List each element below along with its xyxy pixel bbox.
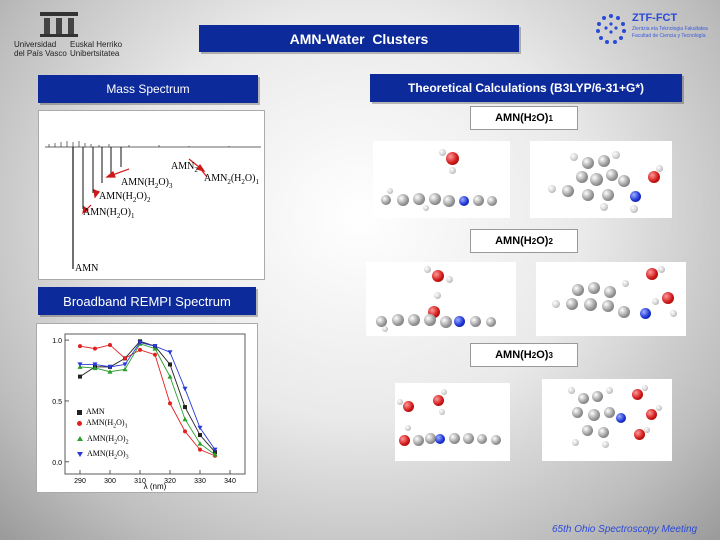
series-point-0 xyxy=(183,405,187,409)
series-point-1 xyxy=(183,429,187,433)
x-tick-label: 310 xyxy=(134,478,146,485)
label-amn-h2o2: $AMN(H_2O)_2$ xyxy=(99,191,151,204)
faculty-text-2: Facultad de Ciencia y Tecnología xyxy=(632,33,706,39)
university-logo xyxy=(14,6,184,56)
logo-text-1: Universidad xyxy=(14,40,57,49)
label-amn: AMN xyxy=(75,263,99,274)
series-point-0 xyxy=(168,362,172,366)
mass-spectrum-title: Mass Spectrum xyxy=(106,82,190,96)
series-point-0 xyxy=(198,433,202,437)
series-point-2 xyxy=(183,417,188,422)
legend-item-amn-h2o3: $AMN(H_2O)_3$ xyxy=(77,448,129,464)
y-tick-label: 0.5 xyxy=(52,398,62,406)
mass-spectrum-plot xyxy=(39,111,264,279)
logo-text-4: Unibertsitatea xyxy=(70,49,120,58)
mass-spectrum-panel xyxy=(38,110,265,280)
footer-meeting: 65th Ohio Spectroscopy Meeting xyxy=(552,524,698,535)
series-point-1 xyxy=(153,353,157,357)
mass-spectrum-header xyxy=(38,75,258,103)
university-emblem-icon xyxy=(38,10,80,38)
theoretical-header xyxy=(370,74,682,102)
cluster-label-n1: AMN(H 2 O) 1 xyxy=(470,106,578,130)
series-point-1 xyxy=(93,347,97,351)
series-point-1 xyxy=(108,343,112,347)
noise-peaks xyxy=(49,141,229,147)
series-point-3 xyxy=(168,350,173,355)
rempi-chart-panel xyxy=(36,323,258,493)
chart-legend xyxy=(77,406,129,464)
series-point-2 xyxy=(168,374,173,379)
series-point-1 xyxy=(123,356,127,360)
y-tick-label: 1.0 xyxy=(52,338,62,346)
legend-item-amn-h2o1: $AMN(H_2O)_1$ xyxy=(77,417,129,433)
rempi-header xyxy=(38,287,256,315)
rempi-title: Broadband REMPI Spectrum xyxy=(63,293,231,309)
theoretical-title: Theoretical Calculations (B3LYP/6-31+G*) xyxy=(408,81,644,95)
label-amn-h2o1: $AMN(H_2O)_1$ xyxy=(83,207,135,220)
page-title-text: AMN-Water Clusters xyxy=(289,30,429,47)
x-tick-label: 330 xyxy=(194,478,206,485)
x-tick-label: 320 xyxy=(164,478,176,485)
faculty-text-1: Zientzia eta Teknologia Fakultatea xyxy=(632,26,708,32)
faculty-emblem-icon xyxy=(594,12,628,46)
label-amn2-h2o1: $AMN_2(H_2O)_1$ xyxy=(204,173,259,186)
series-point-1 xyxy=(138,348,142,352)
series-point-1 xyxy=(168,401,172,405)
faculty-logo xyxy=(594,10,714,54)
rempi-chart xyxy=(37,324,257,492)
faculty-title: ZTF-FCT xyxy=(632,12,678,24)
y-tick-label: 0.0 xyxy=(52,459,62,467)
molecule-n3-top xyxy=(542,379,672,461)
series-point-0 xyxy=(78,375,82,379)
series-point-2 xyxy=(198,441,203,446)
x-tick-label: 340 xyxy=(224,478,236,485)
series-point-2 xyxy=(123,367,128,372)
series-point-3 xyxy=(183,387,188,392)
logo-text-2: del País Vasco xyxy=(14,49,67,58)
molecule-n2-side xyxy=(366,262,516,336)
cluster-label-n3: AMN(H 2 O) 3 xyxy=(470,343,578,367)
page-title xyxy=(199,25,519,52)
legend-item-amn: AMN xyxy=(77,406,129,417)
molecule-n1-top xyxy=(530,141,672,218)
molecule-n1-side xyxy=(373,141,510,218)
x-tick-label: 290 xyxy=(74,478,86,485)
x-tick-label: 300 xyxy=(104,478,116,485)
logo-text-3: Euskal Herriko xyxy=(70,40,123,49)
molecule-n2-top xyxy=(536,262,686,336)
x-axis-label: λ (nm) xyxy=(143,482,167,491)
label-amn2: $AMN_2$ xyxy=(171,161,198,174)
molecule-n3-side xyxy=(395,383,510,461)
cluster-label-n2: AMN(H 2 O) 2 xyxy=(470,229,578,253)
legend-item-amn-h2o2: $AMN(H_2O)_2$ xyxy=(77,433,129,449)
series-point-1 xyxy=(198,448,202,452)
series-point-1 xyxy=(78,344,82,348)
label-amn-h2o3: $AMN(H_2O)_3$ xyxy=(121,177,173,190)
